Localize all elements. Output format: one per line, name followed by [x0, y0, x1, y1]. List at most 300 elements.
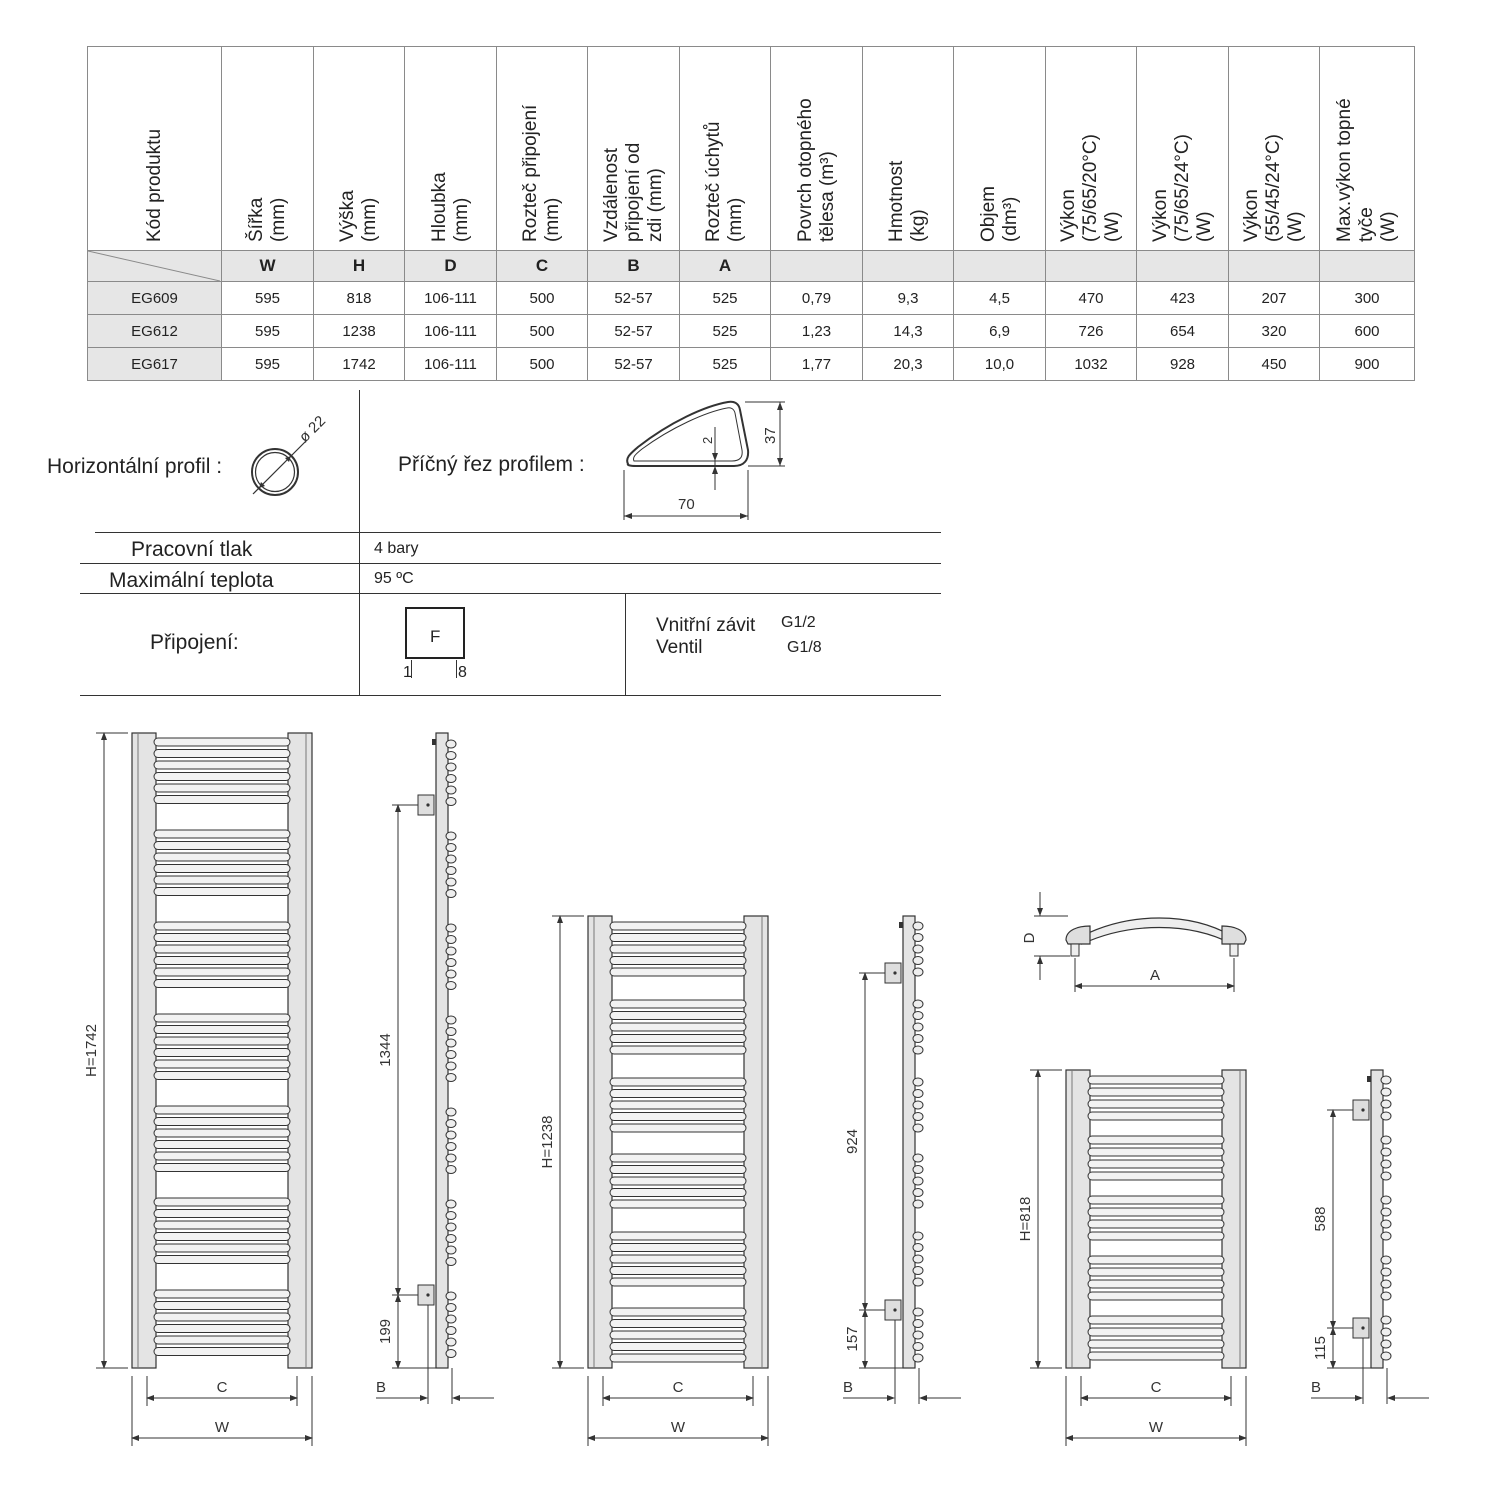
bar-profile: [446, 1154, 456, 1162]
towel-bar: [154, 968, 290, 976]
bar-profile: [446, 855, 456, 863]
bar-profile: [913, 968, 923, 976]
right-bracket-top: [1222, 926, 1246, 944]
towel-bar: [610, 1343, 746, 1351]
bottom-offset-label: 115: [1312, 1336, 1329, 1360]
towel-bar: [610, 1035, 746, 1043]
table-cell: 500: [497, 315, 588, 348]
towel-bar: [154, 1129, 290, 1137]
towel-bar: [610, 1354, 746, 1362]
bar-profile: [446, 1039, 456, 1047]
table-cell: 10,0: [954, 348, 1046, 381]
vent-plug: [432, 739, 436, 745]
bar-profile: [1381, 1208, 1391, 1216]
bar-profile: [446, 1258, 456, 1266]
towel-bar: [1088, 1136, 1224, 1144]
w-dimension-label: W: [214, 1419, 230, 1436]
bar-profile: [913, 1012, 923, 1020]
bar-profile: [446, 1074, 456, 1082]
table-cell: 928: [1137, 348, 1229, 381]
wall-bracket: [418, 795, 434, 815]
bar-profile: [913, 1154, 923, 1162]
towel-bar: [610, 1012, 746, 1020]
temperature-label: Maximální teplota: [109, 569, 274, 592]
header-label: Povrch otopného tělesa (m³): [794, 97, 838, 242]
towel-bar: [154, 761, 290, 769]
wall-bracket: [885, 1300, 901, 1320]
w-dimension-label: W: [670, 1419, 686, 1436]
connection-span-label: 588: [1312, 1206, 1329, 1232]
towel-bar: [1088, 1112, 1224, 1120]
towel-bar: [610, 1078, 746, 1086]
bar-profile: [1381, 1220, 1391, 1228]
table-cell: 1,77: [771, 348, 863, 381]
towel-bar: [154, 1244, 290, 1252]
bracket-pin: [893, 971, 896, 974]
towel-bar: [154, 1164, 290, 1172]
towel-bar: [610, 1090, 746, 1098]
bar-profile: [913, 1320, 923, 1328]
header-label: Kód produktu: [143, 128, 165, 242]
table-cell: 6,9: [954, 315, 1046, 348]
connection-left-mark: 1: [403, 664, 412, 681]
table-cell: 423: [1137, 282, 1229, 315]
table-cell: 1238: [314, 315, 405, 348]
header-label: Výška (mm): [337, 189, 380, 242]
towel-bar: [154, 1141, 290, 1149]
towel-bar: [610, 1232, 746, 1240]
wall-bracket: [418, 1285, 434, 1305]
towel-bar: [154, 1336, 290, 1344]
vent-plug: [1367, 1076, 1371, 1082]
bracket-pin: [426, 803, 429, 806]
bar-profile: [446, 1051, 456, 1059]
towel-bar: [610, 945, 746, 953]
towel-bar: [610, 1331, 746, 1339]
bar-profile: [1381, 1100, 1391, 1108]
bar-profile: [446, 1304, 456, 1312]
towel-bar: [1088, 1232, 1224, 1240]
header-label: Výkon (75/65/20°C) (W): [1058, 133, 1123, 242]
towel-bar: [610, 1046, 746, 1054]
towel-bar: [154, 1233, 290, 1241]
towel-bar: [610, 1154, 746, 1162]
arrow-head: [452, 1395, 460, 1401]
towel-bar: [154, 1118, 290, 1126]
table-cell: 450: [1229, 348, 1320, 381]
table-cell: 818: [314, 282, 405, 315]
header-label: Vzdálenost připojení od zdi (mm): [600, 142, 666, 242]
towel-bar: [154, 876, 290, 884]
bar-profile: [446, 832, 456, 840]
towel-bar: [154, 1290, 290, 1298]
arrow-head: [887, 1395, 895, 1401]
towel-bar: [154, 957, 290, 965]
bar-profile: [913, 1331, 923, 1339]
bar-profile: [913, 1101, 923, 1109]
wall-bracket: [1353, 1100, 1369, 1120]
bar-profile: [913, 1124, 923, 1132]
a-dimension-label: A: [1149, 967, 1161, 984]
right-column: [288, 733, 312, 1368]
bar-profile: [1381, 1232, 1391, 1240]
arrow-head: [1387, 1395, 1395, 1401]
bracket-pin: [1361, 1108, 1364, 1111]
thread-value: G1/2: [781, 614, 816, 631]
table-cell: 600: [1320, 315, 1415, 348]
towel-bar: [1088, 1316, 1224, 1324]
arrow-head: [1037, 956, 1043, 964]
towel-bar: [610, 1000, 746, 1008]
towel-bar: [154, 934, 290, 942]
towel-bar: [1088, 1292, 1224, 1300]
towel-bar: [154, 1026, 290, 1034]
towel-bar: [154, 1072, 290, 1080]
table-cell: 525: [680, 315, 771, 348]
symbol-cell: W: [222, 251, 314, 282]
left-bracket-top: [1066, 926, 1090, 944]
bar-profile: [446, 1166, 456, 1174]
towel-bar: [154, 1198, 290, 1206]
table-cell: 1032: [1046, 348, 1137, 381]
height-dimension-label: H=1742: [83, 1024, 100, 1077]
bar-profile: [446, 1131, 456, 1139]
table-cell: 106-111: [405, 348, 497, 381]
product-code-cell: EG617: [88, 348, 222, 381]
towel-bar: [154, 1049, 290, 1057]
right-column: [1222, 1070, 1246, 1368]
table-cell: 1742: [314, 348, 405, 381]
bar-profile: [1381, 1148, 1391, 1156]
towel-bar: [154, 1152, 290, 1160]
side-column: [903, 916, 915, 1368]
bar-profile: [1381, 1340, 1391, 1348]
towel-bar: [610, 1255, 746, 1263]
towel-bar: [154, 784, 290, 792]
bar-profile: [1381, 1172, 1391, 1180]
symbol-cell: H: [314, 251, 405, 282]
towel-bar: [154, 1060, 290, 1068]
bar-profile: [1381, 1160, 1391, 1168]
left-column: [132, 733, 156, 1368]
bar-profile: [446, 924, 456, 932]
d-dimension-label: D: [1021, 932, 1038, 944]
bar-profile: [446, 1223, 456, 1231]
table-cell: 4,5: [954, 282, 1046, 315]
towel-bar: [1088, 1208, 1224, 1216]
bar-profile: [913, 1354, 923, 1362]
bar-profile: [446, 1108, 456, 1116]
bar-profile: [446, 1016, 456, 1024]
large-radiator-drawing: [83, 733, 494, 1446]
bar-profile: [913, 957, 923, 965]
header-label: Hloubka (mm): [428, 171, 472, 242]
bar-profile: [446, 1143, 456, 1151]
bar-profile: [446, 1246, 456, 1254]
bar-profile: [913, 1046, 923, 1054]
bar-profile: [446, 947, 456, 955]
profile-diameter-label: ø 22: [295, 412, 330, 446]
arrow-head: [420, 1395, 428, 1401]
side-column: [436, 733, 448, 1368]
towel-bar: [1088, 1160, 1224, 1168]
bar-profile: [913, 1177, 923, 1185]
bottom-offset-label: 157: [844, 1326, 861, 1352]
medium-radiator-drawing: [539, 916, 961, 1446]
bar-profile: [1381, 1280, 1391, 1288]
table-cell: 14,3: [863, 315, 954, 348]
table-cell: 525: [680, 282, 771, 315]
bar-profile: [446, 1350, 456, 1358]
towel-bar: [154, 1256, 290, 1264]
bar-profile: [913, 1255, 923, 1263]
c-dimension-label: C: [216, 1379, 228, 1396]
bar-profile: [446, 798, 456, 806]
towel-bar: [1088, 1280, 1224, 1288]
pressure-label: Pracovní tlak: [131, 538, 253, 561]
left-column: [1066, 1070, 1090, 1368]
product-code-cell: EG612: [88, 315, 222, 348]
towel-bar: [154, 1014, 290, 1022]
header-label: Hmotnost (kg): [886, 160, 929, 242]
b-dimension-label: B: [1310, 1379, 1322, 1396]
table-cell: 500: [497, 348, 588, 381]
towel-bar: [154, 842, 290, 850]
bar-profile: [446, 890, 456, 898]
header-label: Rozteč připojení (mm): [520, 104, 563, 242]
towel-bar: [610, 1177, 746, 1185]
towel-bar: [154, 853, 290, 861]
bar-profile: [446, 1028, 456, 1036]
bar-profile: [1381, 1256, 1391, 1264]
bar-profile: [446, 878, 456, 886]
bar-profile: [446, 959, 456, 967]
left-mount: [1071, 944, 1079, 956]
arrow-head: [1037, 908, 1043, 916]
b-dimension-label: B: [375, 1379, 387, 1396]
table-cell: 320: [1229, 315, 1320, 348]
connection-span-label: 1344: [377, 1033, 394, 1067]
bar-profile: [446, 844, 456, 852]
symbol-cell: A: [680, 251, 771, 282]
table-cell: 20,3: [863, 348, 954, 381]
symbol-cell: B: [588, 251, 680, 282]
towel-bar: [154, 1106, 290, 1114]
towel-bar: [1088, 1148, 1224, 1156]
towel-bar: [1088, 1352, 1224, 1360]
table-cell: 726: [1046, 315, 1137, 348]
thread-label: Vnitřní závit: [656, 615, 756, 636]
bar-profile: [913, 922, 923, 930]
connection-right-mark: 8: [458, 664, 467, 681]
bar-profile: [913, 1308, 923, 1316]
bar-profile: [446, 936, 456, 944]
towel-bar: [154, 945, 290, 953]
height-dimension-label: H=818: [1017, 1196, 1034, 1242]
towel-bar: [610, 934, 746, 942]
towel-bar: [154, 980, 290, 988]
towel-bar: [610, 1113, 746, 1121]
towel-bar: [610, 1200, 746, 1208]
towel-bar: [154, 1302, 290, 1310]
bar-profile: [913, 1244, 923, 1252]
cross-section-height-label: 37: [762, 427, 779, 444]
bar-profile: [446, 775, 456, 783]
symbol-cell: C: [497, 251, 588, 282]
table-cell: 52-57: [588, 315, 680, 348]
towel-bar: [1088, 1268, 1224, 1276]
symbol-cell: D: [405, 251, 497, 282]
towel-bar: [1088, 1196, 1224, 1204]
towel-bar: [610, 1278, 746, 1286]
table-cell: 595: [222, 282, 314, 315]
towel-bar: [154, 1221, 290, 1229]
towel-bar: [610, 1267, 746, 1275]
wall-bracket: [885, 963, 901, 983]
bar-profile: [446, 763, 456, 771]
top-bar: [1082, 918, 1232, 944]
table-cell: 300: [1320, 282, 1415, 315]
bar-profile: [913, 1278, 923, 1286]
table-cell: 595: [222, 315, 314, 348]
bar-profile: [1381, 1316, 1391, 1324]
towel-bar: [154, 1348, 290, 1356]
table-cell: 207: [1229, 282, 1320, 315]
bracket-pin: [893, 1308, 896, 1311]
bar-profile: [913, 1343, 923, 1351]
bar-profile: [446, 1235, 456, 1243]
towel-bar: [154, 796, 290, 804]
cross-section-thickness-label: 2: [700, 436, 715, 444]
towel-bar: [154, 773, 290, 781]
bar-profile: [913, 1189, 923, 1197]
towel-bar: [610, 1189, 746, 1197]
right-mount: [1230, 944, 1238, 956]
bar-profile: [913, 1035, 923, 1043]
left-column: [588, 916, 612, 1368]
bracket-pin: [1361, 1326, 1364, 1329]
vent-plug: [899, 922, 903, 928]
bar-profile: [1381, 1136, 1391, 1144]
towel-bar: [610, 968, 746, 976]
bottom-offset-label: 199: [377, 1318, 394, 1345]
towel-bar: [610, 1124, 746, 1132]
towel-bar: [154, 922, 290, 930]
towel-bar: [1088, 1220, 1224, 1228]
bar-profile: [446, 1212, 456, 1220]
bar-profile: [1381, 1112, 1391, 1120]
b-dimension-label: B: [842, 1379, 854, 1396]
horizontal-profile-label: Horizontální profil :: [47, 455, 223, 478]
bar-profile: [913, 1166, 923, 1174]
bracket-pin: [426, 1293, 429, 1296]
bar-profile: [913, 1200, 923, 1208]
towel-bar: [1088, 1076, 1224, 1084]
towel-bar: [1088, 1340, 1224, 1348]
bar-profile: [1381, 1292, 1391, 1300]
top-view-drawing: [1021, 892, 1246, 992]
temperature-value: 95 ºC: [374, 570, 414, 587]
table-cell: 654: [1137, 315, 1229, 348]
towel-bar: [610, 1320, 746, 1328]
bar-profile: [1381, 1352, 1391, 1360]
connection-label: Připojení:: [150, 631, 239, 654]
pressure-value: 4 bary: [374, 540, 419, 557]
bar-profile: [913, 1000, 923, 1008]
towel-bar: [610, 1166, 746, 1174]
bar-profile: [446, 752, 456, 760]
connection-span-label: 924: [844, 1128, 861, 1155]
valve-label: Ventil: [656, 637, 703, 658]
w-dimension-label: W: [1148, 1419, 1164, 1436]
table-cell: 595: [222, 348, 314, 381]
bar-profile: [1381, 1088, 1391, 1096]
towel-bar: [1088, 1328, 1224, 1336]
towel-bar: [610, 957, 746, 965]
table-cell: 52-57: [588, 348, 680, 381]
bar-profile: [913, 1232, 923, 1240]
cross-section-width-label: 70: [678, 496, 695, 513]
table-cell: 500: [497, 282, 588, 315]
bar-profile: [446, 982, 456, 990]
bar-profile: [1381, 1328, 1391, 1336]
header-label: Výkon (55/45/24°C) (W): [1241, 133, 1306, 242]
bar-profile: [913, 1090, 923, 1098]
table-cell: 106-111: [405, 315, 497, 348]
table-cell: 52-57: [588, 282, 680, 315]
bar-profile: [446, 1292, 456, 1300]
header-label: Max.výkon topné tyče (W): [1334, 97, 1399, 242]
c-dimension-label: C: [672, 1379, 684, 1396]
towel-bar: [610, 1308, 746, 1316]
bar-profile: [1381, 1196, 1391, 1204]
towel-bar: [610, 1101, 746, 1109]
towel-bar: [1088, 1100, 1224, 1108]
connection-box-letter: F: [430, 627, 441, 646]
table-cell: 9,3: [863, 282, 954, 315]
header-label: Šířka (mm): [245, 197, 289, 242]
towel-bar: [1088, 1172, 1224, 1180]
header-label: Objem (dm³): [977, 185, 1021, 242]
arrow-head: [1355, 1395, 1363, 1401]
bar-profile: [446, 740, 456, 748]
height-dimension-label: H=1238: [539, 1115, 556, 1169]
valve-value: G1/8: [787, 639, 822, 656]
bar-profile: [1381, 1076, 1391, 1084]
bar-profile: [446, 786, 456, 794]
towel-bar: [154, 830, 290, 838]
towel-bar: [154, 750, 290, 758]
towel-bar: [154, 738, 290, 746]
wall-bracket: [1353, 1318, 1369, 1338]
bar-profile: [913, 1267, 923, 1275]
bar-profile: [913, 1078, 923, 1086]
towel-bar: [610, 922, 746, 930]
towel-bar: [154, 865, 290, 873]
bar-profile: [446, 867, 456, 875]
bar-profile: [913, 945, 923, 953]
bar-profile: [446, 1120, 456, 1128]
bar-profile: [913, 934, 923, 942]
table-cell: 900: [1320, 348, 1415, 381]
bar-profile: [446, 1062, 456, 1070]
bar-profile: [446, 1327, 456, 1335]
bar-profile: [913, 1113, 923, 1121]
towel-bar: [154, 1325, 290, 1333]
bar-profile: [446, 1315, 456, 1323]
bar-profile: [446, 1338, 456, 1346]
towel-bar: [1088, 1256, 1224, 1264]
